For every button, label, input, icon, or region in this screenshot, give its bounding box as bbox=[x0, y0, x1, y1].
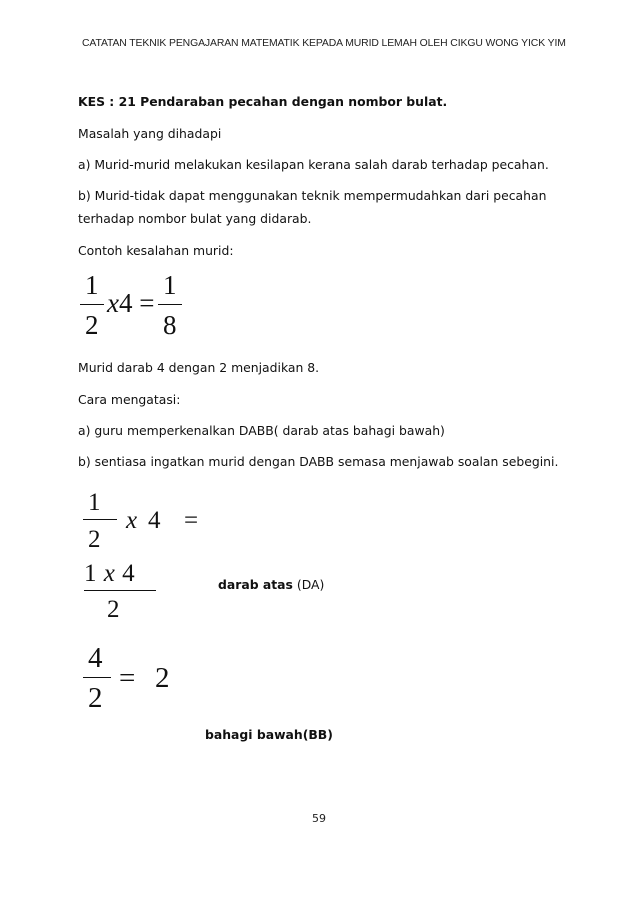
page-header: CATATAN TEKNIK PENGAJARAN MATEMATIK KEPADA MURID LEMAH OLEH CIKGU WONG YICK YIM bbox=[82, 38, 566, 49]
eq1-numerator-1: 1 bbox=[85, 270, 99, 300]
solution-a: a) guru memperkenalkan DABB( darab atas bahagi bawah) bbox=[78, 423, 445, 438]
eq4-numerator: 4 bbox=[88, 642, 103, 674]
eq1-middle: x4 = bbox=[107, 288, 155, 318]
eq1-fraction-bar-1 bbox=[80, 304, 104, 305]
solution-heading: Cara mengatasi: bbox=[78, 392, 181, 407]
eq2-numerator: 1 bbox=[88, 489, 101, 516]
eq1-fraction-bar-2 bbox=[158, 304, 182, 305]
page-number: 59 bbox=[312, 812, 326, 825]
eq2-times: x bbox=[126, 507, 138, 534]
problem-b-line2: terhadap nombor bulat yang didarab. bbox=[78, 211, 312, 226]
eq2-four: 4 bbox=[148, 507, 161, 534]
problem-b-line1: b) Murid-tidak dapat menggunakan teknik mempermudahkan dari pecahan bbox=[78, 188, 547, 203]
eq4-result: 2 bbox=[155, 662, 170, 694]
eq3-fraction-bar bbox=[84, 590, 156, 591]
error-heading: Contoh kesalahan murid: bbox=[78, 243, 234, 258]
eq2-fraction-bar bbox=[83, 519, 117, 520]
solution-b: b) sentiasa ingatkan murid dengan DABB semasa menjawab soalan sebegini. bbox=[78, 454, 559, 469]
problem-heading: Masalah yang dihadapi bbox=[78, 126, 222, 141]
eq4-fraction-bar bbox=[83, 677, 111, 678]
eq3-numerator: 1 x 4 bbox=[84, 560, 135, 587]
case-title: KES : 21 Pendaraban pecahan dengan nombor bulat. bbox=[78, 94, 448, 109]
eq2-denominator: 2 bbox=[88, 526, 101, 553]
problem-a: a) Murid-murid melakukan kesilapan kerana salah darab terhadap pecahan. bbox=[78, 157, 549, 172]
eq4-denominator: 2 bbox=[88, 682, 103, 714]
label-darab-atas: darab atas (DA) bbox=[218, 577, 325, 592]
eq4-equals: = bbox=[119, 662, 136, 694]
eq2-equals: = bbox=[184, 507, 199, 534]
eq1-numerator-2: 1 bbox=[163, 270, 177, 300]
eq1-denominator-1: 2 bbox=[85, 310, 99, 340]
label-bahagi-bawah: bahagi bawah(BB) bbox=[205, 727, 333, 742]
eq1-denominator-2: 8 bbox=[163, 310, 177, 340]
error-explain: Murid darab 4 dengan 2 menjadikan 8. bbox=[78, 360, 320, 375]
eq3-denominator: 2 bbox=[107, 596, 120, 623]
